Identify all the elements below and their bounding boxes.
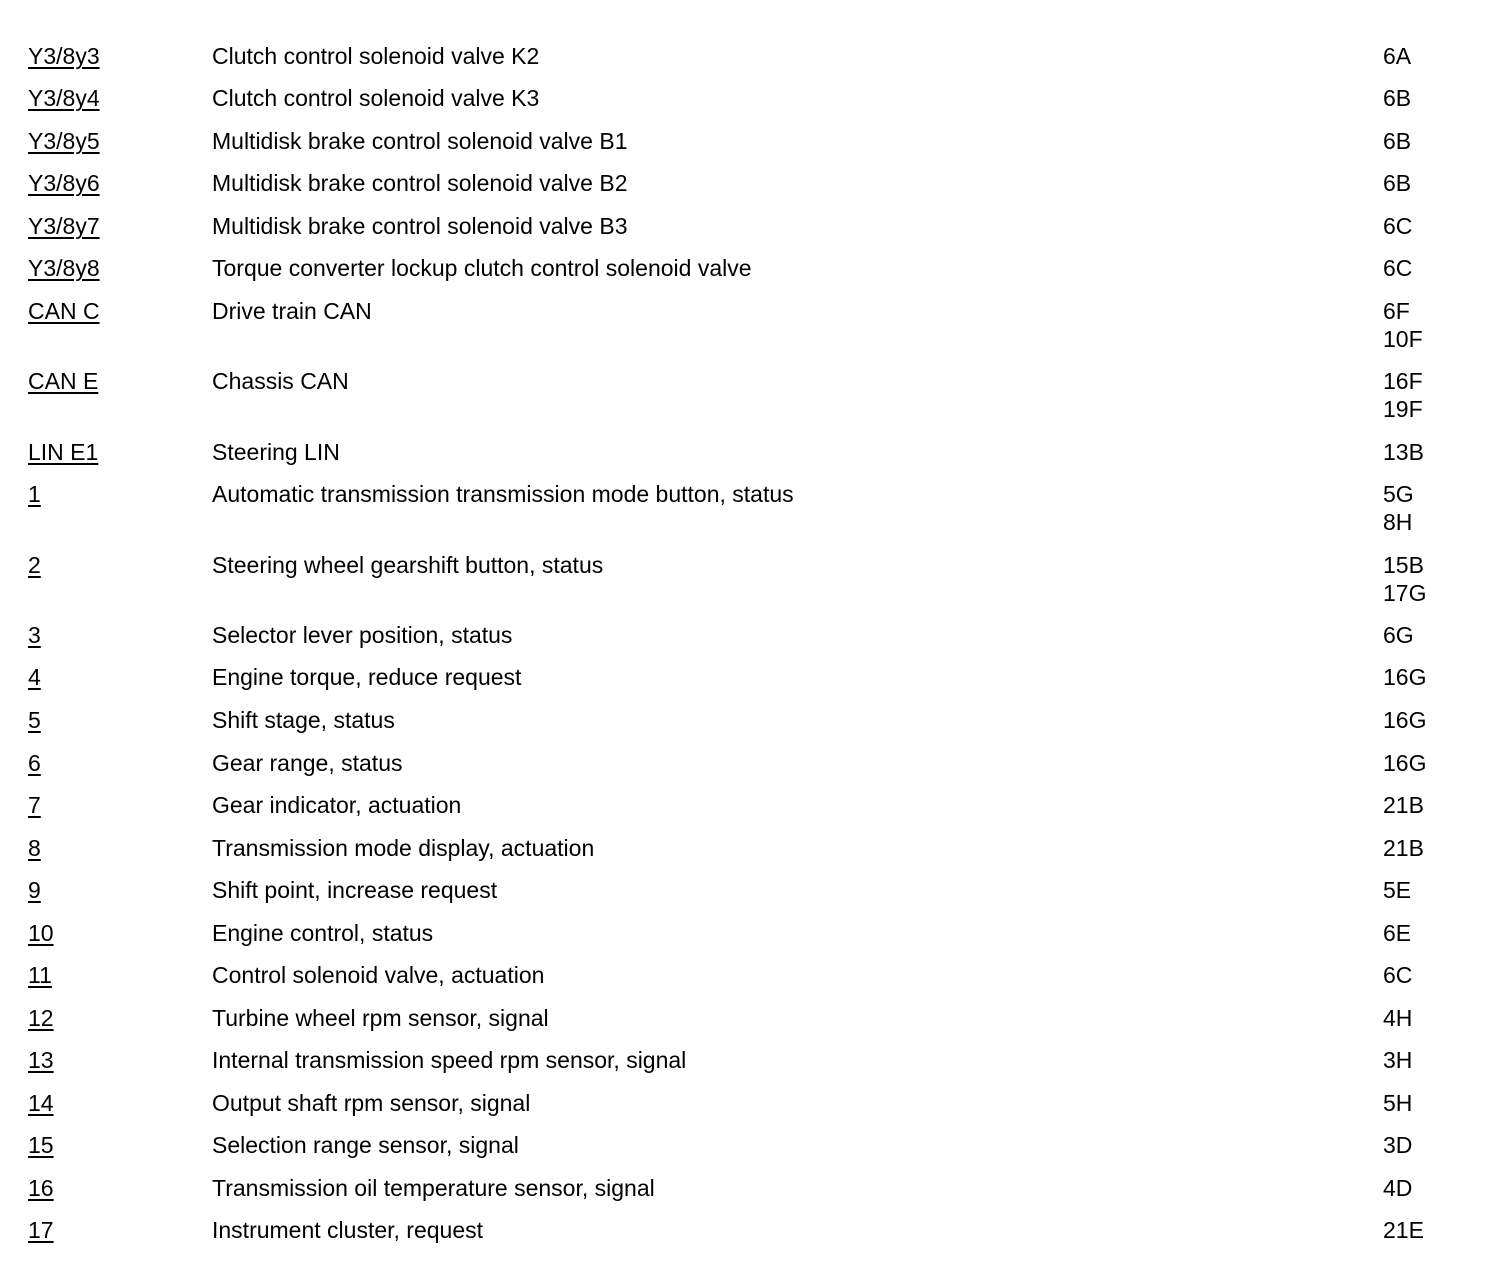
legend-code-link[interactable]: 17 <box>28 1217 54 1243</box>
legend-description: Output shaft rpm sensor, signal <box>212 1090 531 1116</box>
grid-ref: 6B <box>1383 170 1412 196</box>
legend-grid-refs <box>1383 961 1412 989</box>
grid-ref: 5E <box>1383 877 1412 903</box>
grid-ref: 6C <box>1383 962 1413 988</box>
legend-grid-refs <box>1383 84 1411 112</box>
legend-grid-refs <box>1383 438 1424 466</box>
legend-description: Transmission mode display, actuation <box>212 835 595 861</box>
legend-row-y3-8y5 <box>0 127 1504 157</box>
legend-row-16 <box>0 1174 1504 1204</box>
legend-row-8 <box>0 834 1504 864</box>
legend-row-14 <box>0 1089 1504 1119</box>
legend-code-link[interactable]: CAN E <box>28 368 99 394</box>
legend-code-link[interactable]: 5 <box>28 707 41 733</box>
legend-grid-refs <box>1383 127 1411 155</box>
legend-code-link[interactable]: 4 <box>28 664 41 690</box>
legend-grid-refs <box>1383 919 1411 947</box>
grid-ref: 4H <box>1383 1005 1413 1031</box>
legend-description: Selector lever position, status <box>212 622 513 648</box>
legend-description: Multidisk brake control solenoid valve B3 <box>212 213 628 239</box>
legend-row-4 <box>0 663 1504 693</box>
grid-ref: 6B <box>1383 85 1412 111</box>
grid-ref: 10F <box>1383 326 1423 352</box>
grid-ref: 6E <box>1383 920 1412 946</box>
legend-row-11 <box>0 961 1504 991</box>
grid-ref: 21E <box>1383 1217 1424 1243</box>
legend-code-link[interactable]: 9 <box>28 877 41 903</box>
grid-ref: 6G <box>1383 622 1414 648</box>
legend-row-5 <box>0 706 1504 736</box>
legend-row-2 <box>0 551 1504 606</box>
grid-ref: 17G <box>1383 580 1427 606</box>
legend-row-y3-8y8 <box>0 254 1504 284</box>
legend-description: Steering LIN <box>212 439 340 465</box>
grid-ref: 6A <box>1383 43 1412 69</box>
legend-grid-refs <box>1383 621 1414 649</box>
legend-code-link[interactable]: 1 <box>28 481 41 507</box>
legend-code-link[interactable]: Y3/8y5 <box>28 128 100 154</box>
legend-row-1 <box>0 480 1504 535</box>
grid-ref: 13B <box>1383 439 1424 465</box>
grid-ref: 3H <box>1383 1047 1413 1073</box>
legend-grid-refs <box>1383 297 1423 353</box>
legend-code-link[interactable]: Y3/8y3 <box>28 43 100 69</box>
legend-code-link[interactable]: 8 <box>28 835 41 861</box>
legend-row-y3-8y3 <box>0 42 1504 72</box>
legend-description: Shift point, increase request <box>212 877 498 903</box>
legend-code-link[interactable]: 3 <box>28 622 41 648</box>
legend-description: Shift stage, status <box>212 707 395 733</box>
legend-row-y3-8y7 <box>0 212 1504 242</box>
legend-description: Engine control, status <box>212 920 434 946</box>
legend-description: Selection range sensor, signal <box>212 1132 519 1158</box>
legend-code-link[interactable]: 2 <box>28 552 41 578</box>
legend-row-can-c <box>0 297 1504 352</box>
legend-grid-refs <box>1383 1046 1412 1074</box>
legend-row-lin-e1 <box>0 438 1504 468</box>
legend-description: Multidisk brake control solenoid valve B2 <box>212 170 628 196</box>
legend-grid-refs <box>1383 480 1414 536</box>
legend-description: Steering wheel gearshift button, status <box>212 552 604 578</box>
legend-row-6 <box>0 749 1504 779</box>
legend-description: Automatic transmission transmission mode button, status <box>212 481 794 507</box>
legend-grid-refs <box>1383 551 1426 607</box>
legend-code-link[interactable]: 14 <box>28 1090 54 1116</box>
legend-grid-refs <box>1383 791 1424 819</box>
grid-ref: 6B <box>1383 128 1412 154</box>
legend-grid-refs <box>1383 1174 1412 1202</box>
grid-ref: 16G <box>1383 750 1427 776</box>
legend-row-can-e <box>0 367 1504 422</box>
legend-row-7 <box>0 791 1504 821</box>
legend-description: Gear indicator, actuation <box>212 792 462 818</box>
legend-description: Chassis CAN <box>212 368 349 394</box>
legend-code-link[interactable]: Y3/8y6 <box>28 170 100 196</box>
grid-ref: 21B <box>1383 835 1424 861</box>
legend-code-link[interactable]: 13 <box>28 1047 54 1073</box>
legend-code-link[interactable]: Y3/8y7 <box>28 213 100 239</box>
legend-grid-refs <box>1383 212 1412 240</box>
legend-code-link[interactable]: CAN C <box>28 298 100 324</box>
legend-grid-refs <box>1383 1089 1412 1117</box>
legend-description: Turbine wheel rpm sensor, signal <box>212 1005 549 1031</box>
legend-row-12 <box>0 1004 1504 1034</box>
legend-grid-refs <box>1383 367 1423 423</box>
legend-row-10 <box>0 919 1504 949</box>
grid-ref: 16G <box>1383 664 1427 690</box>
legend-code-link[interactable]: 16 <box>28 1175 54 1201</box>
grid-ref: 15B <box>1383 552 1424 578</box>
legend-description: Clutch control solenoid valve K2 <box>212 43 540 69</box>
legend-code-link[interactable]: Y3/8y4 <box>28 85 100 111</box>
legend-grid-refs <box>1383 876 1411 904</box>
legend-description: Control solenoid valve, actuation <box>212 962 545 988</box>
legend-grid-refs <box>1383 834 1424 862</box>
legend-code-link[interactable]: 15 <box>28 1132 54 1158</box>
legend-grid-refs <box>1383 749 1426 777</box>
legend-description: Gear range, status <box>212 750 403 776</box>
legend-row-y3-8y6 <box>0 169 1504 199</box>
grid-ref: 6C <box>1383 255 1413 281</box>
legend-row-3 <box>0 621 1504 651</box>
legend-description: Clutch control solenoid valve K3 <box>212 85 540 111</box>
legend-description: Engine torque, reduce request <box>212 664 522 690</box>
grid-ref: 4D <box>1383 1175 1413 1201</box>
legend-row-13 <box>0 1046 1504 1076</box>
grid-ref: 6F <box>1383 298 1410 324</box>
legend-description: Torque converter lockup clutch control solenoid valve <box>212 255 752 281</box>
legend-grid-refs <box>1383 169 1411 197</box>
legend-grid-refs <box>1383 1004 1412 1032</box>
legend-grid-refs <box>1383 1216 1424 1244</box>
legend-row-9 <box>0 876 1504 906</box>
legend-row-15 <box>0 1131 1504 1161</box>
legend-code-link[interactable]: LIN E1 <box>28 439 99 465</box>
legend-description: Transmission oil temperature sensor, signal <box>212 1175 655 1201</box>
grid-ref: 21B <box>1383 792 1424 818</box>
legend-grid-refs <box>1383 254 1412 282</box>
grid-ref: 6C <box>1383 213 1413 239</box>
legend-description: Internal transmission speed rpm sensor, signal <box>212 1047 687 1073</box>
legend-description: Instrument cluster, request <box>212 1217 484 1243</box>
grid-ref: 5G <box>1383 481 1414 507</box>
legend-row-y3-8y4 <box>0 84 1504 114</box>
grid-ref: 16G <box>1383 707 1427 733</box>
grid-ref: 5H <box>1383 1090 1413 1116</box>
legend-grid-refs <box>1383 706 1426 734</box>
legend-code-link[interactable]: 7 <box>28 792 41 818</box>
legend-code-link[interactable]: 12 <box>28 1005 54 1031</box>
legend-grid-refs <box>1383 1131 1412 1159</box>
grid-ref: 19F <box>1383 396 1423 422</box>
legend-code-link[interactable]: Y3/8y8 <box>28 255 100 281</box>
grid-ref: 16F <box>1383 368 1423 394</box>
legend-description: Multidisk brake control solenoid valve B1 <box>212 128 628 154</box>
legend-grid-refs <box>1383 42 1411 70</box>
legend-grid-refs <box>1383 663 1426 691</box>
grid-ref: 8H <box>1383 509 1413 535</box>
legend-code-link[interactable]: 10 <box>28 920 54 946</box>
legend-description: Drive train CAN <box>212 298 372 324</box>
grid-ref: 3D <box>1383 1132 1413 1158</box>
legend-code-link[interactable]: 6 <box>28 750 41 776</box>
legend-row-17 <box>0 1216 1504 1246</box>
legend-code-link[interactable]: 11 <box>28 962 52 988</box>
